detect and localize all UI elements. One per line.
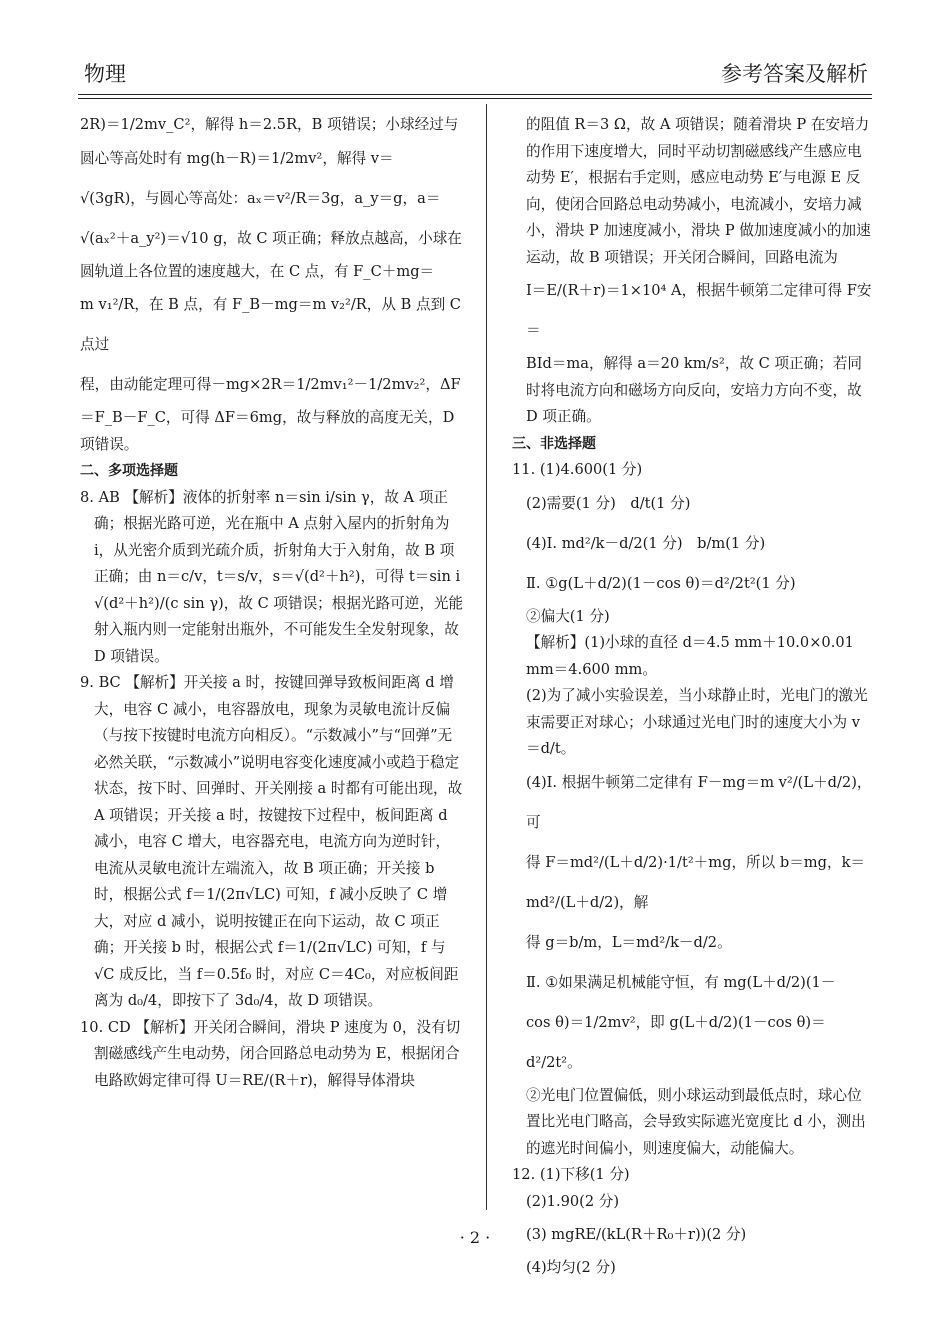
answer-paragraph: Ⅱ. ①g(L＋d/2)(1－cos θ)＝d²/2t²(1 分) [526, 574, 796, 592]
answer-paragraph: 圆轨道上各位置的速度越大，在 C 点，有 F_C＋mg＝ [80, 262, 435, 280]
answer-paragraph: Ⅱ. ①如果满足机械能守恒，有 mg(L＋d/2)(1－ [526, 973, 836, 991]
answer-paragraph: 二、多项选择题 [80, 463, 178, 479]
answer-paragraph: 得 F＝md²/(L＋d/2)·1/t²＋mg，所以 b＝mg，k＝md²/(L＋d/2)，解 [526, 853, 866, 911]
left-column [80, 112, 464, 1094]
answer-paragraph: (2)1.90(2 分) [526, 1192, 620, 1210]
header-title: 参考答案及解析 [721, 62, 868, 86]
answer-paragraph: (4)Ⅰ. 根据牛顿第二定律有 F－mg＝m v²/(L＋d/2)，可 [526, 773, 872, 831]
answer-paragraph: 圆心等高处时有 mg(h－R)＝1/2mv²，解得 v＝ [80, 149, 394, 167]
answer-paragraph: 的阻值 R＝3 Ω，故 A 项错误；随着滑块 P 在安培力的作用下速度增大，同时平动切割磁感线产生感应电动势 E′，根据右手定则，感应电动势 E′与电源 E 反向，使闭合回路总电动势减小，电流减小，安培力减小，滑块 P 加速度减小，滑块 P 做加速度减小的加速运动，故 B 项错误；开关闭合瞬间，回路电流为 [526, 116, 871, 266]
answer-paragraph: 8. AB 【解析】液体的折射率 n＝sin i/sin γ，故 A 项正确；根据光路可逆，光在瓶中 A 点射入屋内的折射角为 i，从光密介质到光疏介质，折射角大于入射角，故 B 项正确；由 n＝c/v，t＝s/v，s＝√(d²＋h²)，可得 t＝sin i √(d²＋h²)/(c sin γ)，故 C 项错误；根据光路可逆，光能射入瓶内则一定能射出瓶外，不可能发生全发射现象，故 D 项错误。 [80, 488, 464, 665]
answer-paragraph: 【解析】(1)小球的直径 d＝4.5 mm＋10.0×0.01 mm＝4.600 mm。 [526, 634, 854, 678]
answer-paragraph: (2)为了减小实验误差，当小球静止时，光电门的激光束需要正对球心；小球通过光电门时的速度大小为 v＝d/t。 [526, 687, 868, 757]
answer-paragraph: √(aₓ²＋a_y²)＝√10 g，故 C 项正确；释放点越高，小球在 [80, 229, 462, 247]
answer-paragraph: 11. (1)4.600(1 分) [512, 461, 643, 478]
answer-paragraph: m v₁²/R，在 B 点，有 F_B－mg＝m v₂²/R，从 B 点到 C 点过 [80, 296, 461, 353]
answer-paragraph: (4)均匀(2 分) [526, 1259, 616, 1276]
header-rule [78, 94, 872, 95]
answer-paragraph: BId＝ma，解得 a＝20 km/s²，故 C 项正确；若同时将电流方向和磁场方向反向，安培力方向不变，故 D 项正确。 [526, 355, 863, 425]
answer-paragraph: 12. (1)下移(1 分) [512, 1166, 630, 1183]
answer-paragraph: 10. CD 【解析】开关闭合瞬间，滑块 P 速度为 0，没有切割磁感线产生电动势，闭合回路总电动势为 E，根据闭合电路欧姆定律可得 U＝RE/(R＋r)，解得导体滑块 [80, 1018, 461, 1089]
answer-paragraph: 2R)＝1/2mv_C²，解得 h＝2.5R，B 项错误；小球经过与 [80, 116, 459, 133]
answer-paragraph: (3) mgRE/(kL(R＋R₀＋r))(2 分) [526, 1226, 747, 1243]
answer-paragraph: √(3gR)，与圆心等高处：aₓ＝v²/R＝3g，a_y＝g，a＝ [80, 189, 441, 207]
page-header [78, 58, 872, 94]
answer-paragraph: I＝E/(R＋r)＝1×10⁴ A，根据牛顿第二定律可得 F安＝ [526, 282, 872, 339]
answer-paragraph: ②光电门位置偏低，则小球运动到最低点时，球心位置比光电门略高，会导致实际遮光宽度比 d 小，测出的遮光时间偏小，则速度偏大，动能偏大。 [526, 1086, 866, 1157]
answer-paragraph: 程，由动能定理可得－mg×2R＝1/2mv₁²－1/2mv₂²，ΔF [80, 376, 461, 393]
right-column [512, 112, 874, 1282]
answer-paragraph: 项错误。 [80, 435, 139, 453]
header-rule-thin [78, 98, 872, 99]
answer-paragraph: ＝F_B－F_C，可得 ΔF＝6mg，故与释放的高度无关，D [80, 409, 455, 426]
page-number: · 2 · [459, 1228, 491, 1247]
subject-label: 物理 [84, 62, 126, 86]
answer-paragraph: ②偏大(1 分) [526, 607, 610, 625]
answer-paragraph: (4)Ⅰ. md²/k－d/2(1 分) b/m(1 分) [526, 534, 766, 552]
answer-paragraph: 三、非选择题 [512, 435, 596, 452]
answer-paragraph: 得 g＝b/m，L＝md²/k－d/2。 [526, 933, 732, 951]
answer-paragraph: 9. BC 【解析】开关接 a 时，按键回弹导致板间距离 d 增大，电容 C 减小，电容器放电，现象为灵敏电流计反偏（与按下按键时电流方向相反）。“示数减小”与“回弹”无必然关联，“示数减小”说明电容变化速度减小或趋于稳定状态，按下时、回弹时、开关刚接 a 时都有可能出现，故 A 项错误；开关接 a 时，按键按下过程中，板间距离 d 减小，电容 C 增大，电容器充电，电流方向为逆时针，电流从灵敏电流计左端流入，故 B 项正确；开关接 b 时，根据公式 f＝1/(2π√LC) 可知，f 减小反映了 C 增大，对应 d 减小，说明按键正在向下运动，故 C 项正确；开关接 b 时，根据公式 f＝1/(2π√LC) 可知，f 与√C 成反比，当 f＝0.5f₀ 时，对应 C＝4C₀，对应板间距离为 d₀/4，即按下了 3d₀/4，故 D 项错误。 [80, 674, 463, 1009]
answer-paragraph: (2)需要(1 分) d/t(1 分) [526, 494, 691, 512]
answer-paragraph: cos θ)＝1/2mv²，即 g(L＋d/2)(1－cos θ)＝d²/2t²。 [526, 1013, 826, 1071]
column-divider [486, 104, 487, 1210]
